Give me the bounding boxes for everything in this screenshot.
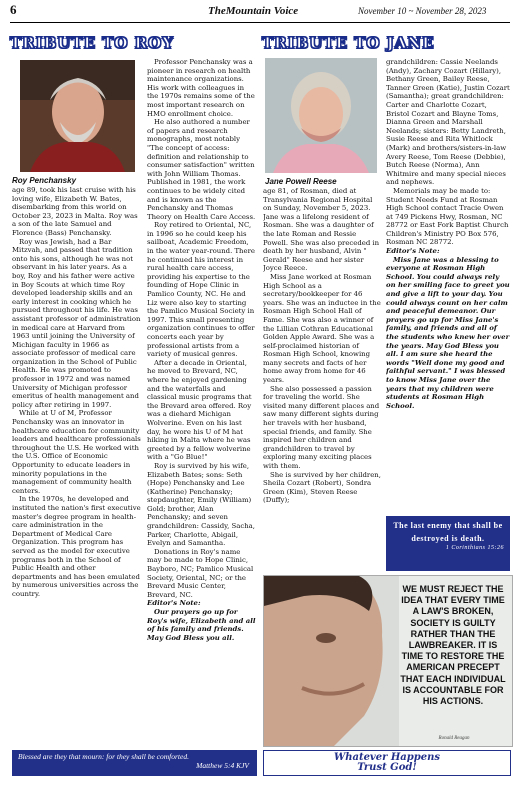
footer-verse: Blessed are they that mourn: for they shall be comforted. bbox=[18, 752, 189, 761]
footer-slogan-line1: Whatever Happens bbox=[333, 752, 441, 763]
page-number: 6 bbox=[10, 2, 17, 17]
paragraph: Roy is survived by his wife, Elizabeth Bates; sons: Seth (Hope) Penchansky and Lee (Katherine) Penchansky; stepdaughter, Emily (William) Gold; brother, Alan Penchansky; and seven grandchildren: Cassidy, Sacha, Parker, Charlotte, Abigail, Evelyn and Samantha. bbox=[147, 461, 255, 548]
paragraph: While at U of M, Professor Penchansky was an innovator in healthcare education for community leaders and healthcare professionals throughout the U.S. He worked with the U.S. Office of Economic Opportunity to educate leaders in minority populations in the management of community health centers. bbox=[12, 409, 141, 495]
jane-column-2 bbox=[386, 58, 510, 513]
roy-photo bbox=[20, 60, 135, 172]
paragraph: He also authored a number of papers and research monographs, most notably "The concept of access: definition and relationship to consumer satisfaction" written with John William Thomas. Published in 1981, the work continues to be widely cited and is known as the Penchansky and Thomas Theory on Health Care Access. bbox=[147, 118, 256, 221]
footer-slogan-line2: Trust God! bbox=[357, 762, 417, 773]
masthead: TheMountain Voice bbox=[208, 5, 299, 17]
paragraph: She also possessed a passion for traveling the world. She visited many different places and saw many different sights during her travels with her husband, special friends, and family. She inspired her children and grandchildren to travel by exploring many exciting places with them. bbox=[263, 384, 380, 470]
roy-column-2 bbox=[147, 58, 257, 748]
scripture-citation: 1 Corinthians 15:26 bbox=[445, 545, 504, 551]
footer-verse-ref: Matthew 5:4 KJV bbox=[196, 761, 249, 770]
roy-banner: TRIBUTE TO ROY bbox=[10, 34, 174, 52]
paragraph: age 81, of Rosman, died at Transylvania Regional Hospital on Sunday, November 5, 2023. Jane was a lifelong resident of Rosman. She was a daughter of the late Roman and Ressie Powell. She was also preceded in death by her husband, Alvin " Gerald" Reese and her sister Joyce Reece. bbox=[263, 187, 380, 273]
reagan-quote-text: WE MUST REJECT THE IDEA THAT EVERY TIME A LAW'S BROKEN, SOCIETY IS GUILTY RATHER THAN THE LAWBREAKER. IT IS TIME TO RESTORE THE AMERICAN PRECEPT THAT EACH INDIVIDUAL IS ACCOUNTABLE FOR HIS ACTIONS. bbox=[400, 584, 506, 707]
jane-photo bbox=[265, 58, 377, 173]
paragraph: After a decade in Oriental, he moved to Brevard, NC, where he enjoyed gardening and the waterfalls and classical music programs that the Brevard area offered. Roy was a diehard Michigan Wolverine. Even on his last day, he wore his U of M hat hiking in Malta where he was greeted by a fellow wolverine with a "Go Blue!" bbox=[147, 358, 252, 462]
footer-slogan-box bbox=[263, 750, 511, 776]
editors-note-text: Miss Jane was a blessing to everyone at Rosman High School. You could always rely on her smiling face to greet you and give a lift to your day. You could always count on her calm and peaceful demeanor. Our prayers go up for Miss Jane's family, and friends and all of the students who knew her over the years. May God Bless you all. I am sure she heard the words "Well done my good and faithful servant." I was blessed to know Miss Jane over the years that my children were students at Rosman High School. bbox=[386, 255, 510, 410]
reagan-portrait bbox=[264, 576, 399, 746]
roy-photo-caption: Roy Penchansky bbox=[12, 176, 77, 185]
paragraph: Memorials may be made to: Student Needs Fund at Rosman High School contact Tracie Owen at 749 Pickens Hwy, Rosman, NC 28772 or East Fork Baptist Church Children's Ministry PO Box 576, Rosman NC 28772. bbox=[386, 186, 509, 247]
issue-dates: November 10 ~ November 28, 2023 bbox=[358, 6, 487, 16]
paragraph: age 89, took his last cruise with his loving wife, Elizabeth W. Bates, disembarking from this world on October 23, 2023 in Malta. Roy was a son of the late Samuel and Florence (Bass) Penchansky. bbox=[12, 186, 138, 237]
paragraph: grandchildren: Cassie Neelands (Andy), Zachary Cozart (Hillary), Bethany Green, Bailey Reese, Tanner Green (Katie), Justin Cozart (Samantha); great grandchildren: Carter and Charlotte Cozart, Bristol Cozart and Blayne Toms, Dianna Green and Marshall Neelands; sisters: Betty Landreth, Susie Reese and Rita Whitlock (Mark) and brothers/sisters-in-law Avery Reese, Tom Reese (Debbie), Butch Reese (Norma), Ann Whitmire and many special nieces and nephews. bbox=[386, 58, 510, 187]
paragraph: Donations in Roy's name may be made to Hope Clinic, Bayboro, NC; Pamlico Musical Society, Oriental, NC; or the Brevard Music Center, Brevard, NC. bbox=[147, 547, 254, 599]
scripture-quote-box bbox=[386, 516, 510, 571]
jane-photo-caption: Jane Powell Reese bbox=[265, 177, 337, 186]
jane-column-1 bbox=[263, 187, 381, 572]
scripture-text: The last enemy that shall be destroyed is death. bbox=[393, 521, 503, 543]
jane-banner: TRIBUTE TO JANE bbox=[262, 34, 435, 52]
roy-column-1 bbox=[12, 186, 142, 748]
paragraph: Miss Jane worked at Rosman High School as a secretary/bookkeeper for 46 years. She was an inductee in the Rosman High School Hall of Fame. She was also a winner of the Lillian Cothran Educational Golden Apple Award. She was a self-proclaimed historian of Rosman High School, knowing many secrets and facts of her home away from home for 46 years. bbox=[263, 272, 381, 385]
reagan-quote-image bbox=[263, 575, 513, 747]
paragraph: Professor Penchansky was a pioneer in research on health maintenance organizations. His work with colleagues in the 1970s remains some of the most important research on HMO enrollment choice. bbox=[147, 58, 255, 118]
paragraph: She is survived by her children, Sheila Cozart (Robert), Sondra Green (Kim), Steven Reese (Duffy); bbox=[263, 470, 381, 505]
paragraph: Roy retired to Oriental, NC, in 1996 so he could keep his sailboat, Academic Freedom, in the water year-round. There he continued his interest in rural health care access, providing his expertise to the founding of Hope Clinic in Pamlico County, NC. He and Liz were also key to starting the Pamlico Musical Society in 1997. This small presenting organization continues to offer concerts each year by professional artists from a variety of musical genres. bbox=[147, 221, 255, 359]
reagan-attribution: Ronald Reagan bbox=[438, 736, 470, 741]
editors-note-text: Our prayers go up for Roy's wife, Elizabeth and all of his family and friends. May God Bless you all. bbox=[147, 608, 256, 642]
paragraph: In the 1970s, he developed and instituted the nation's first executive master's degree program in health-care administration in the Department of Medical Care Organization. This program has served as the model for executive programs both in the School of Public Health and other departments and has been emulated by numerous universities across the country. bbox=[12, 495, 141, 598]
editors-note-label: Editor's Note: bbox=[386, 247, 440, 256]
editors-note-label: Editor's Note: bbox=[147, 599, 201, 608]
footer-verse-banner bbox=[12, 750, 257, 776]
header-rule bbox=[10, 22, 510, 23]
paragraph: Roy was Jewish, had a Bar Mitzvah, and passed that tradition onto his sons, although he was not observant in his later years. As a boy, Roy and his father were active in Boy Scouts at which time Roy developed leadership skills and an early interest in cooking which he pursued throughout his life. He was assistant professor of administration in medical care at Harvard from 1963 until joining the University of Michigan faculty in 1966 as associate professor of medical care organization in the School of Public Health. He was promoted to professor in 1972 and was named University of Michigan professor emeritus of health management and policy after retiring in 1997. bbox=[12, 237, 141, 409]
